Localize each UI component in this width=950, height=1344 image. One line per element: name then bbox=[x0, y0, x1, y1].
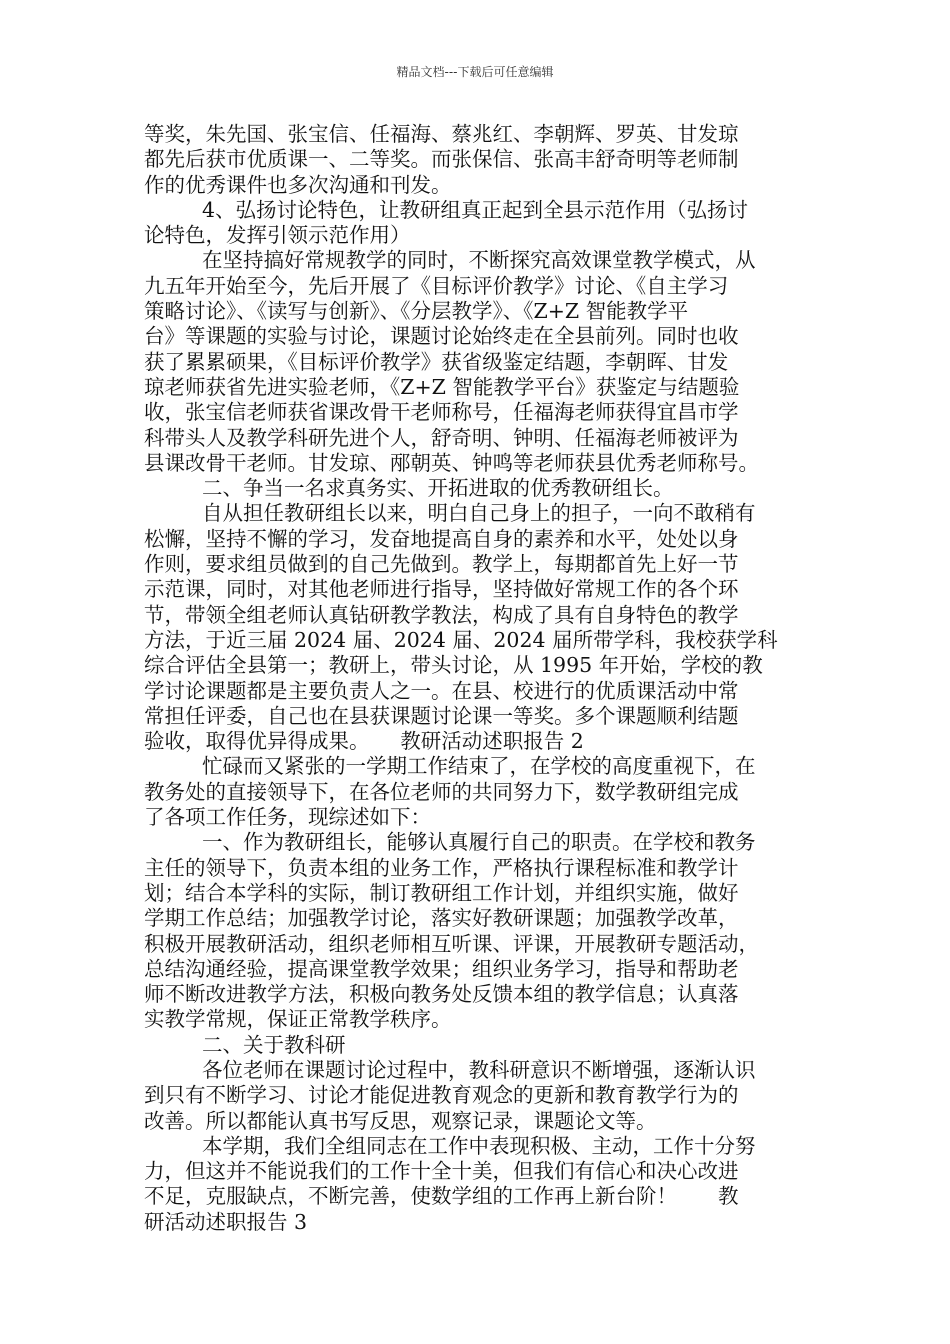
text-line: 作则，要求组员做到的自己先做到。教学上，每期都首先上好一节 bbox=[144, 552, 739, 577]
text-line: 本学期，我们全组同志在工作中表现积极、主动，工作十分努 bbox=[202, 1133, 756, 1158]
text-line: 划；结合本学科的实际，制订教研组工作计划，并组织实施，做好 bbox=[144, 880, 739, 905]
text-line: 总结沟通经验，提高课堂教学效果；组织业务学习，指导和帮助老 bbox=[144, 956, 739, 981]
text-line: 松懈，坚持不懈的学习，发奋地提高自身的素养和水平，处处以身 bbox=[144, 526, 739, 551]
text-line: 不足，克服缺点，不断完善，使数学组的工作再上新台阶！ 教 bbox=[144, 1184, 739, 1209]
document-body bbox=[144, 122, 824, 1235]
text-line: 各位老师在课题讨论过程中，教科研意识不断增强，逐渐认识 bbox=[202, 1057, 756, 1082]
text-line: 都先后获市优质课一、二等奖。而张保信、张高丰舒奇明等老师制 bbox=[144, 147, 739, 172]
text-line: 示范课，同时，对其他老师进行指导，坚持做好常规工作的各个环 bbox=[144, 577, 739, 602]
text-line: 县课改骨干老师。甘发琼、邴朝英、钟鸣等老师获县优秀老师称号。 bbox=[144, 450, 759, 475]
text-line: 综合评估全县第一；教研上，带头讨论，从 1995 年开始，学校的教 bbox=[144, 653, 763, 678]
page-header: 精品文档---下载后可任意编辑 bbox=[396, 65, 554, 79]
text-line: 二、关于教科研 bbox=[202, 1032, 346, 1057]
text-line: 一、作为教研组长，能够认真履行自己的职责。在学校和教务 bbox=[202, 830, 756, 855]
text-line: 在坚持搞好常规教学的同时，不断探究高效课堂教学模式，从 bbox=[202, 248, 756, 273]
text-line: 作的优秀课件也多次沟通和刊发。 bbox=[144, 172, 452, 197]
text-line: 自从担任教研组长以来，明白自己身上的担子，一向不敢稍有 bbox=[202, 501, 756, 526]
text-line: 改善。所以都能认真书写反思，观察记录，课题论文等。 bbox=[144, 1108, 657, 1133]
text-line: 策略讨论》、《读写与创新》、《分层教学》、《Z+Z 智能教学平 bbox=[144, 299, 689, 324]
text-line: 主任的领导下，负责本组的业务工作，严格执行课程标准和教学计 bbox=[144, 855, 739, 880]
text-line: 忙碌而又紧张的一学期工作结束了，在学校的高度重视下，在 bbox=[202, 754, 756, 779]
text-line: 力，但这并不能说我们的工作十全十美，但我们有信心和决心改进 bbox=[144, 1159, 739, 1184]
text-line: 等奖，朱先国、张宝信、任福海、蔡兆红、李朝辉、罗英、甘发琼 bbox=[144, 122, 739, 146]
text-line: 九五年开始至今，先后开展了《目标评价教学》讨论、《自主学习 bbox=[144, 273, 729, 298]
text-line: 琼老师获省先进实验老师，《Z+Z 智能教学平台》获鉴定与结题验 bbox=[144, 374, 740, 399]
text-line: 教务处的直接领导下，在各位老师的共同努力下，数学教研组完成 bbox=[144, 779, 739, 804]
text-line: 方法，于近三届 2024 届、2024 届、2024 届所带学科，我校获学科 bbox=[144, 627, 778, 652]
text-line: 学讨论课题都是主要负责人之一。在县、校进行的优质课活动中常 bbox=[144, 678, 739, 703]
text-line: 了各项工作任务，现综述如下： bbox=[144, 805, 431, 830]
text-line: 论特色，发挥引领示范作用） bbox=[144, 223, 411, 248]
text-line: 二、争当一名求真务实、开拓进取的优秀教研组长。 bbox=[202, 476, 674, 501]
text-line: 4、弘扬讨论特色，让教研组真正起到全县示范作用（弘扬讨 bbox=[202, 197, 749, 222]
text-line: 师不断改进教学方法，积极向教务处反馈本组的教学信息；认真落 bbox=[144, 982, 739, 1007]
text-line: 研活动述职报告 3 bbox=[144, 1209, 308, 1234]
text-line: 实教学常规，保证正常教学秩序。 bbox=[144, 1007, 452, 1032]
text-line: 获了累累硕果，《目标评价教学》获省级鉴定结题，李朝晖、甘发 bbox=[144, 349, 729, 374]
text-line: 节，带领全组老师认真钻研教学教法，构成了具有自身特色的教学 bbox=[144, 602, 739, 627]
text-line: 积极开展教研活动，组织老师相互听课、评课，开展教研专题活动， bbox=[144, 931, 759, 956]
text-line: 台》等课题的实验与讨论，课题讨论始终走在全县前列。同时也收 bbox=[144, 324, 739, 349]
text-line: 验收，取得优异得成果。 教研活动述职报告 2 bbox=[144, 729, 584, 754]
text-line: 学期工作总结；加强教学讨论，落实好教研课题；加强教学改革， bbox=[144, 906, 739, 931]
text-line: 收，张宝信老师获省课改骨干老师称号，任福海老师获得宜昌市学 bbox=[144, 400, 739, 425]
text-line: 常担任评委，自己也在县获课题讨论课一等奖。多个课题顺利结题 bbox=[144, 703, 739, 728]
text-line: 科带头人及教学科研先进个人，舒奇明、钟明、任福海老师被评为 bbox=[144, 425, 739, 450]
text-line: 到只有不断学习、讨论才能促进教育观念的更新和教育教学行为的 bbox=[144, 1083, 739, 1108]
